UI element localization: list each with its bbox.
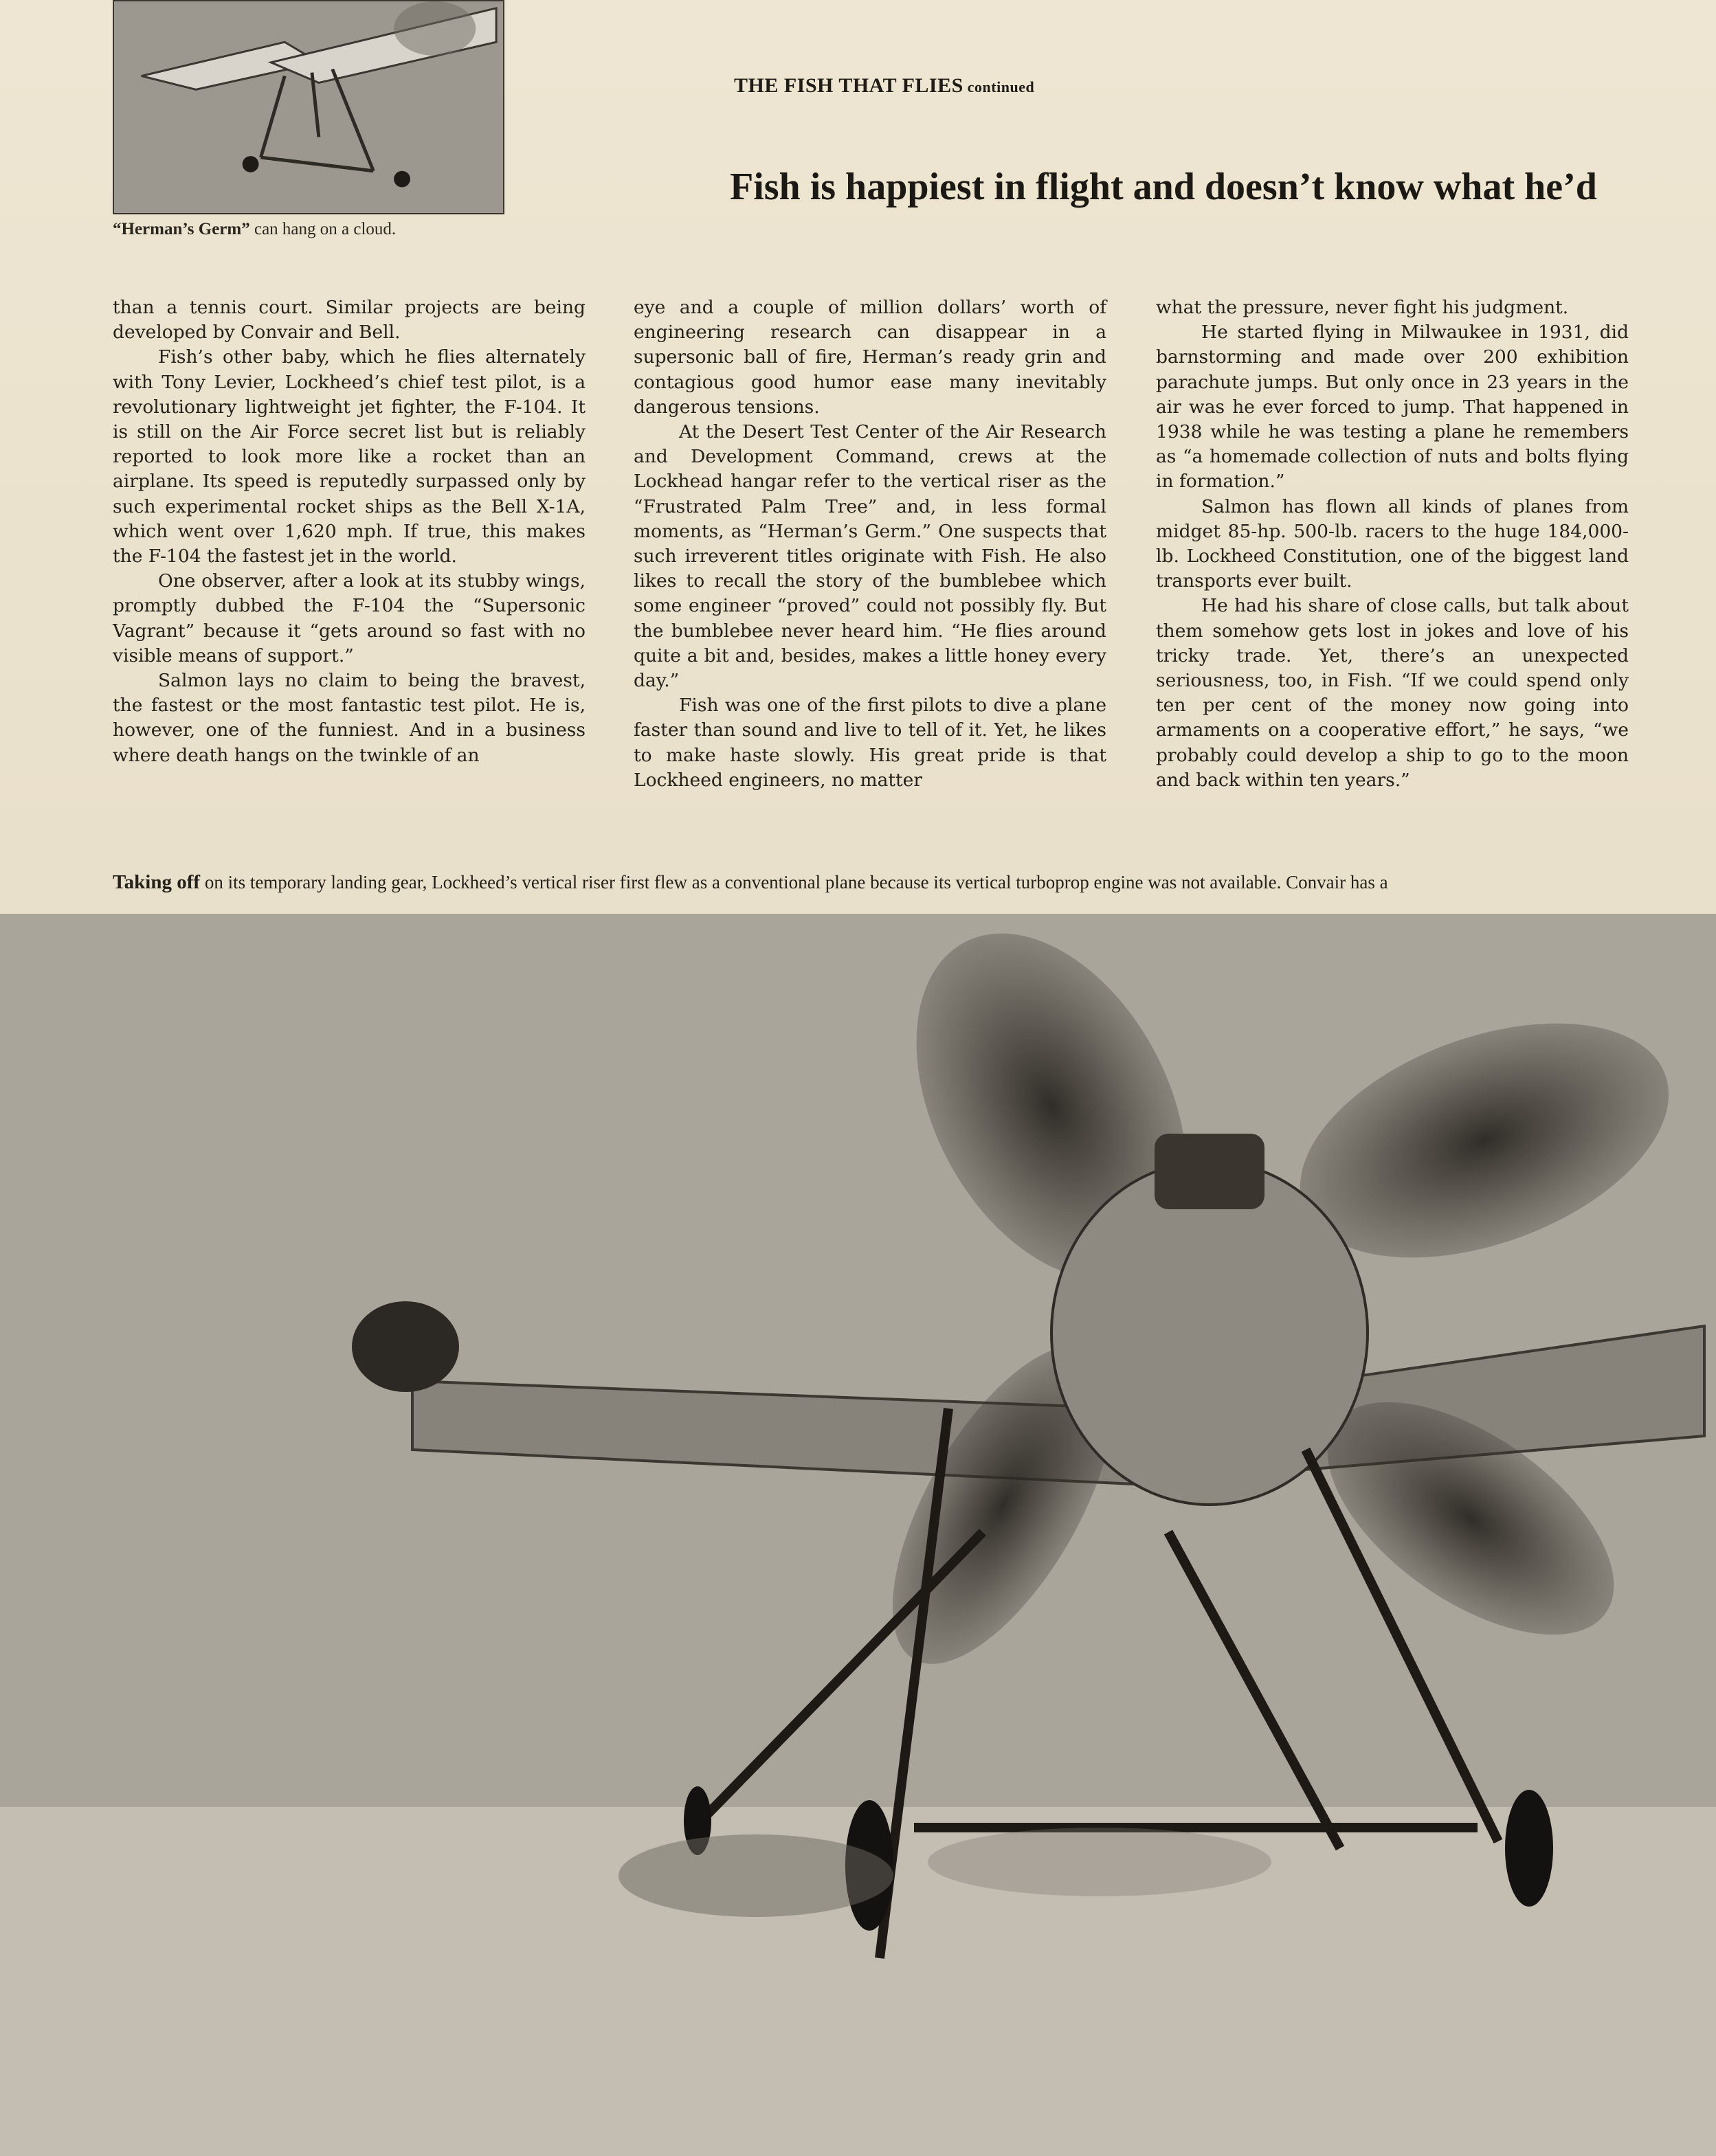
inset-photo-vertical-riser — [113, 0, 504, 214]
paragraph: At the Desert Test Center of the Air Research and Development Command, crews at the Lockhead hangar refer to the vertical riser as the “Frustrated Palm Tree” and, in less formal moments, as “Herman’s Germ.” One suspects that such irreverent titles originate with Fish. He also likes to recall the story of the bumblebee which some engineer “proved” could not possibly fly. But the bumblebee never heard him. “He flies around quite a bit and, besides, makes a little honey every day.” — [634, 421, 1106, 692]
inset-caption — [113, 220, 525, 239]
running-head-continued: continued — [967, 78, 1035, 96]
running-head — [734, 74, 1034, 98]
paragraph: what the pressure, never fight his judgment. — [1156, 297, 1569, 318]
paragraph: He started flying in Milwaukee in 1931, did barnstorming and made over 200 exhibition parachute jumps. But only once in 23 years in the air was he ever forced to jump. That happened in 1938 while he was testing a plane he remembers as “a homemade collection of nuts and bolts flying in formation.” — [1156, 322, 1629, 493]
paragraph: eye and a couple of million dollars’ worth of engineering research can disappear in a supersonic ball of fire, Herman’s ready grin and contagious good humor ease many inevitably dangerous tensions. — [634, 297, 1106, 418]
paragraph: than a tennis court. Similar projects are being developed by Convair and Bell. — [113, 297, 586, 344]
paragraph: One observer, after a look at its stubby wings, promptly dubbed the F-104 the “Supersonic Vagrant” because it “gets around so fast with no visible means of support.” — [113, 570, 586, 666]
photo-caption-lead: Taking off — [113, 871, 201, 893]
aircraft-takeoff-illustration — [0, 914, 1716, 2156]
aircraft-illustration — [114, 1, 503, 213]
photo-caption — [113, 871, 1686, 894]
running-head-title: THE FISH THAT FLIES — [734, 74, 963, 97]
paragraph: He had his share of close calls, but talk about them somehow gets lost in jokes and love of his tricky trade. Yet, there’s an unexpected seriousness, too, in Fish. “If we could spend only ten per cent of the money now going into armaments on a cooperative effort,” he says, “we probably could develop a ship to go to the moon and back within ten years.” — [1156, 595, 1629, 791]
photo-caption-text: on its temporary landing gear, Lockheed’s vertical riser first flew as a conventional plane because its vertical turboprop engine was not available. Convair has a — [200, 872, 1388, 892]
article-column-2 — [634, 295, 1106, 793]
paragraph: Salmon lays no claim to being the bravest, the fastest or the most fantastic test pilot. He is, however, one of the funniest. And in a business where death hangs on the twinkle of an — [113, 670, 586, 766]
paragraph: Fish’s other baby, which he flies alternately with Tony Levier, Lockheed’s chief test pilot, is a revolutionary lightweight jet fighter, the F-104. It is still on the Air Force secret list but is reliably reported to look more like a rocket than an airplane. Its speed is reputedly surpassed only by such experimental rocket ships as the Bell X-1A, which went over 1,620 mph. If true, this makes the F-104 the fastest jet in the world. — [113, 346, 586, 568]
inset-caption-bold: “Herman’s Germ” — [113, 220, 250, 238]
headline: Fish is happiest in flight and doesn’t know what he’d — [730, 166, 1597, 208]
inset-caption-text: can hang on a cloud. — [249, 220, 397, 238]
paragraph: Fish was one of the first pilots to dive a plane faster than sound and live to tell of it. Yet, he likes to make haste slowly. His great pride is that Lockheed engineers, no matter — [634, 695, 1106, 791]
main-photo-takeoff — [0, 914, 1716, 2156]
article-column-3 — [1156, 295, 1629, 793]
paragraph: Salmon has flown all kinds of planes from midget 85-hp. 500-lb. racers to the huge 184,000-lb. Lockheed Constitution, one of the biggest land transports ever built. — [1156, 495, 1629, 592]
article-column-1 — [113, 295, 586, 768]
